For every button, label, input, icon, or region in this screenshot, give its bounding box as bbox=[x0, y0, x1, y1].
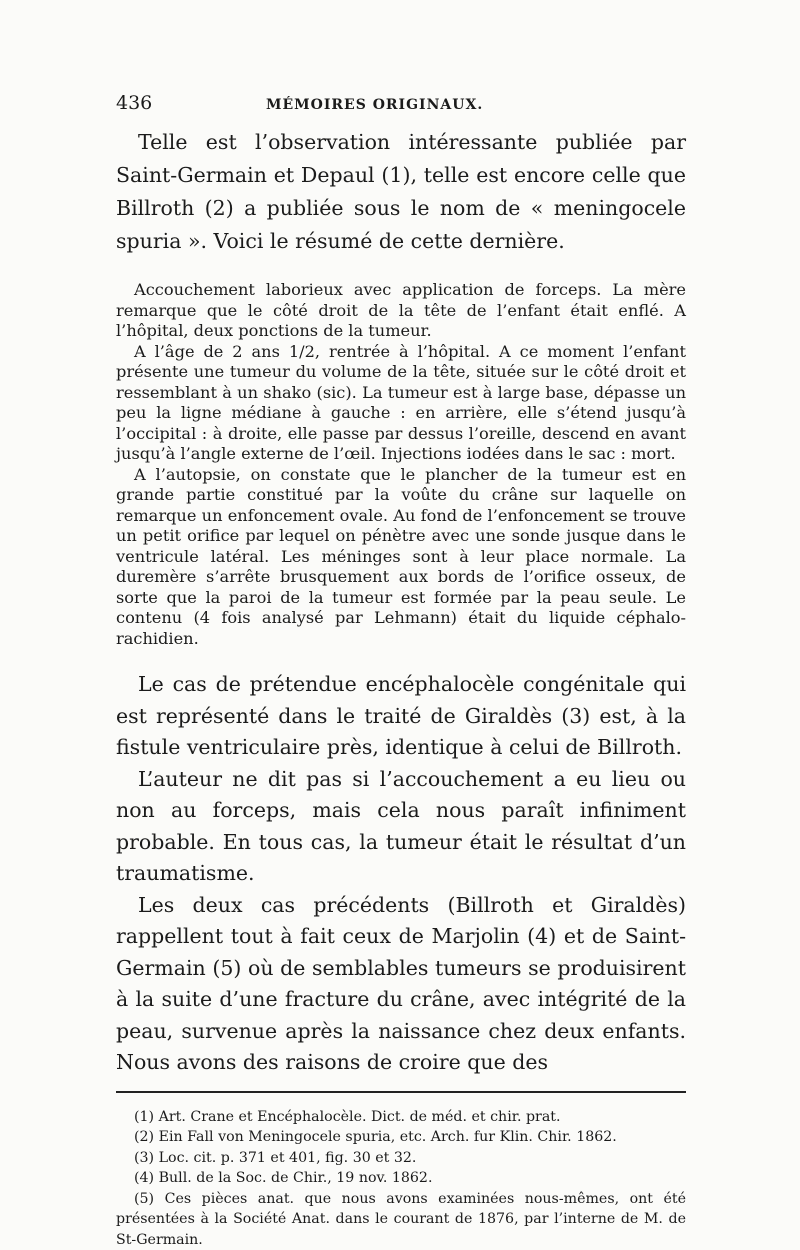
footnote: (2) Ein Fall von Meningocele spuria, etc. Arch. fur Klin. Chir. 1862. bbox=[116, 1127, 686, 1148]
footnote: (5) Ces pièces anat. que nous avons examinées nous-mêmes, ont été présentées à la Société Anat. dans le courant de 1876, par l’interne de M. de St-Germain. bbox=[116, 1189, 686, 1250]
footnote: (3) Loc. cit. p. 371 et 401, fig. 30 et 32. bbox=[116, 1148, 686, 1169]
intro-section bbox=[116, 126, 686, 258]
case-paragraph: A l’âge de 2 ans 1/2, rentrée à l’hôpital. A ce moment l’enfant présente une tumeur du volume de la tête, située sur le côté droit et ressemblant à un shako (sic). La tumeur est à large base, dépasse un peu la ligne médiane à gauche : en arrière, elle s’étend jusqu’à l’occipital : à droite, elle passe par dessus l’oreille, descend en avant jusqu’à l’angle externe de l’œil. Injections iodées dans le sac : mort. bbox=[116, 342, 686, 465]
footnote-rule bbox=[116, 1091, 686, 1093]
discussion-section bbox=[116, 669, 686, 1079]
footnote: (1) Art. Crane et Encéphalocèle. Dict. de méd. et chir. prat. bbox=[116, 1107, 686, 1128]
footnotes bbox=[116, 1107, 686, 1250]
running-title: MÉMOIRES ORIGINAUX. bbox=[266, 97, 483, 113]
case-summary bbox=[116, 280, 686, 649]
intro-paragraph: Telle est l’observation intéressante publiée par Saint-Germain et Depaul (1), telle est encore celle que Billroth (2) a publiée sous le nom de « meningocele spuria ». Voici le résumé de cette dernière. bbox=[116, 126, 686, 258]
discussion-paragraph: Le cas de prétendue encéphalocèle congénitale qui est représenté dans le traité de Giraldès (3) est, à la fistule ventriculaire près, identique à celui de Billroth. bbox=[116, 669, 686, 764]
page-header bbox=[116, 92, 686, 126]
discussion-paragraph: Les deux cas précédents (Billroth et Giraldès) rappellent tout à fait ceux de Marjolin (4) et de Saint-Germain (5) où de semblables tumeurs se produisirent à la suite d’une fracture du crâne, avec intégrité de la peau, survenue après la naissance chez deux enfants. Nous avons des raisons de croire que des bbox=[116, 890, 686, 1079]
document-page bbox=[116, 92, 686, 1250]
case-paragraph: Accouchement laborieux avec application de forceps. La mère remarque que le côté droit de la tête de l’enfant était enflé. A l’hôpital, deux ponctions de la tumeur. bbox=[116, 280, 686, 342]
page-number: 436 bbox=[116, 92, 266, 114]
discussion-paragraph: L’auteur ne dit pas si l’accouchement a eu lieu ou non au forceps, mais cela nous paraît infiniment probable. En tous cas, la tumeur était le résultat d’un traumatisme. bbox=[116, 764, 686, 890]
case-paragraph: A l’autopsie, on constate que le plancher de la tumeur est en grande partie constitué par la voûte du crâne sur laquelle on remarque un enfoncement ovale. Au fond de l’enfoncement se trouve un petit orifice par lequel on pénètre avec une sonde jusque dans le ventricule latéral. Les méninges sont à leur place normale. La duremère s’arrête brusquement aux bords de l’orifice osseux, de sorte que la paroi de la tumeur est formée par la peau seule. Le contenu (4 fois analysé par Lehmann) était du liquide céphalo-rachidien. bbox=[116, 465, 686, 650]
footnote: (4) Bull. de la Soc. de Chir., 19 nov. 1862. bbox=[116, 1168, 686, 1189]
